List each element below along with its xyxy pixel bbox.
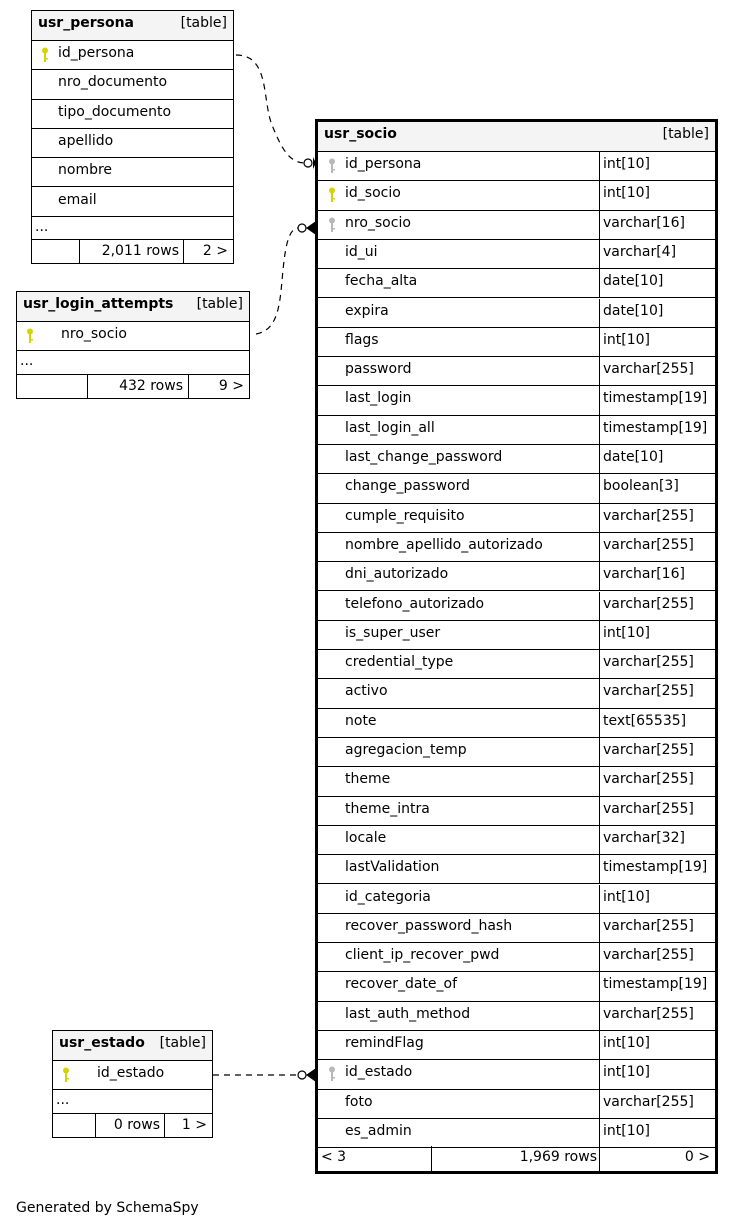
column-type: varchar[255] xyxy=(603,947,694,964)
zero-many-marker xyxy=(298,1071,306,1079)
children-link[interactable]: 1 > xyxy=(181,1117,207,1133)
table-name: usr_estado xyxy=(59,1035,145,1051)
table-name: usr_persona xyxy=(38,15,134,31)
column-type: int[10] xyxy=(603,156,650,172)
column-name: foto xyxy=(345,1093,373,1110)
primary-key-icon xyxy=(26,328,34,344)
zero-many-marker xyxy=(298,224,306,232)
column-row[interactable] xyxy=(318,533,715,562)
column-row[interactable] xyxy=(318,855,715,884)
column-row[interactable] xyxy=(318,621,715,650)
column-name: last_login xyxy=(345,390,412,407)
column-row[interactable] xyxy=(318,240,715,269)
column-name: agregacion_temp xyxy=(345,742,467,758)
column-type: varchar[16] xyxy=(603,214,685,231)
row-count: 432 rows xyxy=(119,378,183,394)
column-name: telefono_autorizado xyxy=(345,595,485,612)
column-name: lastValidation xyxy=(345,859,440,876)
column-row[interactable] xyxy=(318,562,715,591)
column-row[interactable] xyxy=(318,269,715,298)
column-row[interactable] xyxy=(318,592,715,621)
column-type: int[10] xyxy=(603,888,650,905)
column-type: int[10] xyxy=(603,185,650,202)
column-name: id_estado xyxy=(345,1064,413,1081)
more-columns-ellipsis: ... xyxy=(35,218,49,235)
column-row[interactable] xyxy=(318,650,715,679)
more-columns-ellipsis: ... xyxy=(20,353,34,370)
foreign-key-icon xyxy=(328,217,336,233)
column-row[interactable] xyxy=(318,386,715,415)
column-row[interactable] xyxy=(32,188,233,217)
column-row[interactable] xyxy=(318,152,715,181)
column-type: boolean[3] xyxy=(603,478,679,495)
column-type: text[65535] xyxy=(603,712,687,729)
column-row[interactable] xyxy=(318,299,715,328)
row-count: 0 rows xyxy=(113,1117,160,1133)
column-row[interactable] xyxy=(318,1090,715,1119)
column-row[interactable] xyxy=(318,328,715,357)
column-name: es_admin xyxy=(345,1122,412,1139)
children-link[interactable]: 9 > xyxy=(218,378,244,394)
table-tag: [table] xyxy=(196,296,243,312)
foreign-key-icon xyxy=(328,1066,336,1082)
children-link[interactable]: 2 > xyxy=(202,243,228,259)
column-row[interactable] xyxy=(318,826,715,855)
column-name: is_super_user xyxy=(345,624,441,641)
row-count: 2,011 rows xyxy=(101,243,179,259)
parents-link[interactable]: < 3 xyxy=(321,1149,347,1165)
column-row[interactable] xyxy=(318,738,715,767)
column-name: nro_socio xyxy=(345,214,411,231)
column-name: last_login_all xyxy=(345,419,435,436)
column-row[interactable] xyxy=(318,709,715,738)
column-name: note xyxy=(345,712,377,729)
column-type: timestamp[19] xyxy=(603,859,708,876)
column-name: password xyxy=(345,361,412,378)
column-name: nombre_apellido_autorizado xyxy=(345,536,543,553)
primary-key-icon xyxy=(328,187,336,203)
primary-key-icon xyxy=(62,1067,70,1083)
column-name: activo xyxy=(345,683,388,700)
column-name: id_categoria xyxy=(345,888,431,905)
column-type: varchar[255] xyxy=(603,507,694,524)
relation-persona-socio xyxy=(236,55,305,163)
column-type: varchar[4] xyxy=(603,243,677,260)
column-type: int[10] xyxy=(603,1064,650,1081)
column-row[interactable] xyxy=(318,181,715,210)
column-name: recover_password_hash xyxy=(345,917,513,934)
column-name: remindFlag xyxy=(345,1035,424,1051)
column-row[interactable] xyxy=(318,1031,715,1060)
more-columns-ellipsis: ... xyxy=(56,1092,70,1109)
column-name: last_change_password xyxy=(345,449,503,465)
column-row[interactable] xyxy=(318,767,715,796)
table-usr-socio[interactable] xyxy=(315,119,718,1174)
column-row[interactable] xyxy=(318,679,715,708)
column-row[interactable] xyxy=(318,1119,715,1148)
column-name: cumple_requisito xyxy=(345,507,465,524)
table-usr-login-attempts[interactable] xyxy=(16,291,250,399)
column-type: timestamp[19] xyxy=(603,419,708,436)
column-row[interactable] xyxy=(318,357,715,386)
column-name: nro_socio xyxy=(61,326,127,342)
column-row[interactable] xyxy=(17,322,249,351)
column-row[interactable] xyxy=(32,129,233,158)
table-usr-persona[interactable] xyxy=(31,10,234,264)
column-name: theme xyxy=(345,771,391,788)
column-type: int[10] xyxy=(603,331,650,348)
column-name: id_ui xyxy=(345,243,378,260)
column-name: locale xyxy=(345,829,387,846)
column-row[interactable] xyxy=(318,1002,715,1031)
column-name: credential_type xyxy=(345,654,454,671)
column-row[interactable] xyxy=(318,885,715,914)
column-name: id_persona xyxy=(345,156,422,172)
column-type: varchar[255] xyxy=(603,536,694,553)
column-type: varchar[255] xyxy=(603,917,694,934)
column-type: varchar[255] xyxy=(603,742,694,758)
column-row[interactable] xyxy=(318,914,715,943)
column-type: timestamp[19] xyxy=(603,976,708,993)
column-name: client_ip_recover_pwd xyxy=(345,947,500,964)
column-row[interactable] xyxy=(318,211,715,240)
column-type: varchar[255] xyxy=(603,683,694,700)
column-row[interactable] xyxy=(32,158,233,187)
zero-many-marker xyxy=(304,159,312,167)
column-row[interactable] xyxy=(318,445,715,474)
column-row[interactable] xyxy=(32,41,233,70)
column-type: varchar[255] xyxy=(603,654,694,671)
column-type: varchar[255] xyxy=(603,1005,694,1022)
column-row[interactable] xyxy=(318,797,715,826)
table-tag: [table] xyxy=(180,15,227,31)
column-name: email xyxy=(58,191,97,208)
children-link[interactable]: 0 > xyxy=(684,1149,710,1165)
column-type: int[10] xyxy=(603,1035,650,1051)
column-type: timestamp[19] xyxy=(603,390,708,407)
table-name: usr_socio xyxy=(324,126,397,142)
table-tag: [table] xyxy=(662,126,709,142)
column-type: varchar[255] xyxy=(603,800,694,817)
column-name: fecha_alta xyxy=(345,273,418,290)
column-name: id_socio xyxy=(345,185,401,202)
column-name: apellido xyxy=(58,132,114,149)
relation-login-socio xyxy=(256,228,299,334)
column-row[interactable] xyxy=(318,1060,715,1089)
column-name: tipo_documento xyxy=(58,103,172,120)
foreign-key-icon xyxy=(328,158,336,174)
column-type: varchar[255] xyxy=(603,595,694,612)
column-name: flags xyxy=(345,331,379,348)
column-row[interactable] xyxy=(318,504,715,533)
table-usr-estado[interactable] xyxy=(52,1030,213,1138)
column-name: nro_documento xyxy=(58,74,168,91)
column-row[interactable] xyxy=(53,1061,212,1090)
column-type: date[10] xyxy=(603,449,664,465)
column-name: theme_intra xyxy=(345,800,430,817)
column-row[interactable] xyxy=(32,100,233,129)
primary-key-icon xyxy=(41,47,49,63)
table-name: usr_login_attempts xyxy=(23,296,174,312)
column-type: date[10] xyxy=(603,302,664,319)
column-row[interactable] xyxy=(318,972,715,1001)
column-name: id_persona xyxy=(58,45,135,61)
column-name: change_password xyxy=(345,478,470,495)
column-type: varchar[255] xyxy=(603,1093,694,1110)
column-type: varchar[16] xyxy=(603,566,685,583)
generated-by-credit: Generated by SchemaSpy xyxy=(16,1200,199,1216)
column-name: recover_date_of xyxy=(345,976,458,993)
column-name: dni_autorizado xyxy=(345,566,449,583)
column-type: int[10] xyxy=(603,1122,650,1139)
column-name: expira xyxy=(345,302,389,319)
column-row[interactable] xyxy=(318,474,715,503)
column-row[interactable] xyxy=(318,416,715,445)
column-row[interactable] xyxy=(32,70,233,99)
row-count: 1,969 rows xyxy=(519,1149,597,1165)
column-type: varchar[255] xyxy=(603,771,694,788)
column-name: id_estado xyxy=(97,1065,165,1081)
column-name: last_auth_method xyxy=(345,1005,471,1022)
column-row[interactable] xyxy=(318,943,715,972)
column-type: int[10] xyxy=(603,624,650,641)
table-tag: [table] xyxy=(159,1035,206,1051)
column-name: nombre xyxy=(58,162,113,179)
column-type: varchar[255] xyxy=(603,361,694,378)
column-type: varchar[32] xyxy=(603,829,685,846)
column-type: date[10] xyxy=(603,273,664,290)
